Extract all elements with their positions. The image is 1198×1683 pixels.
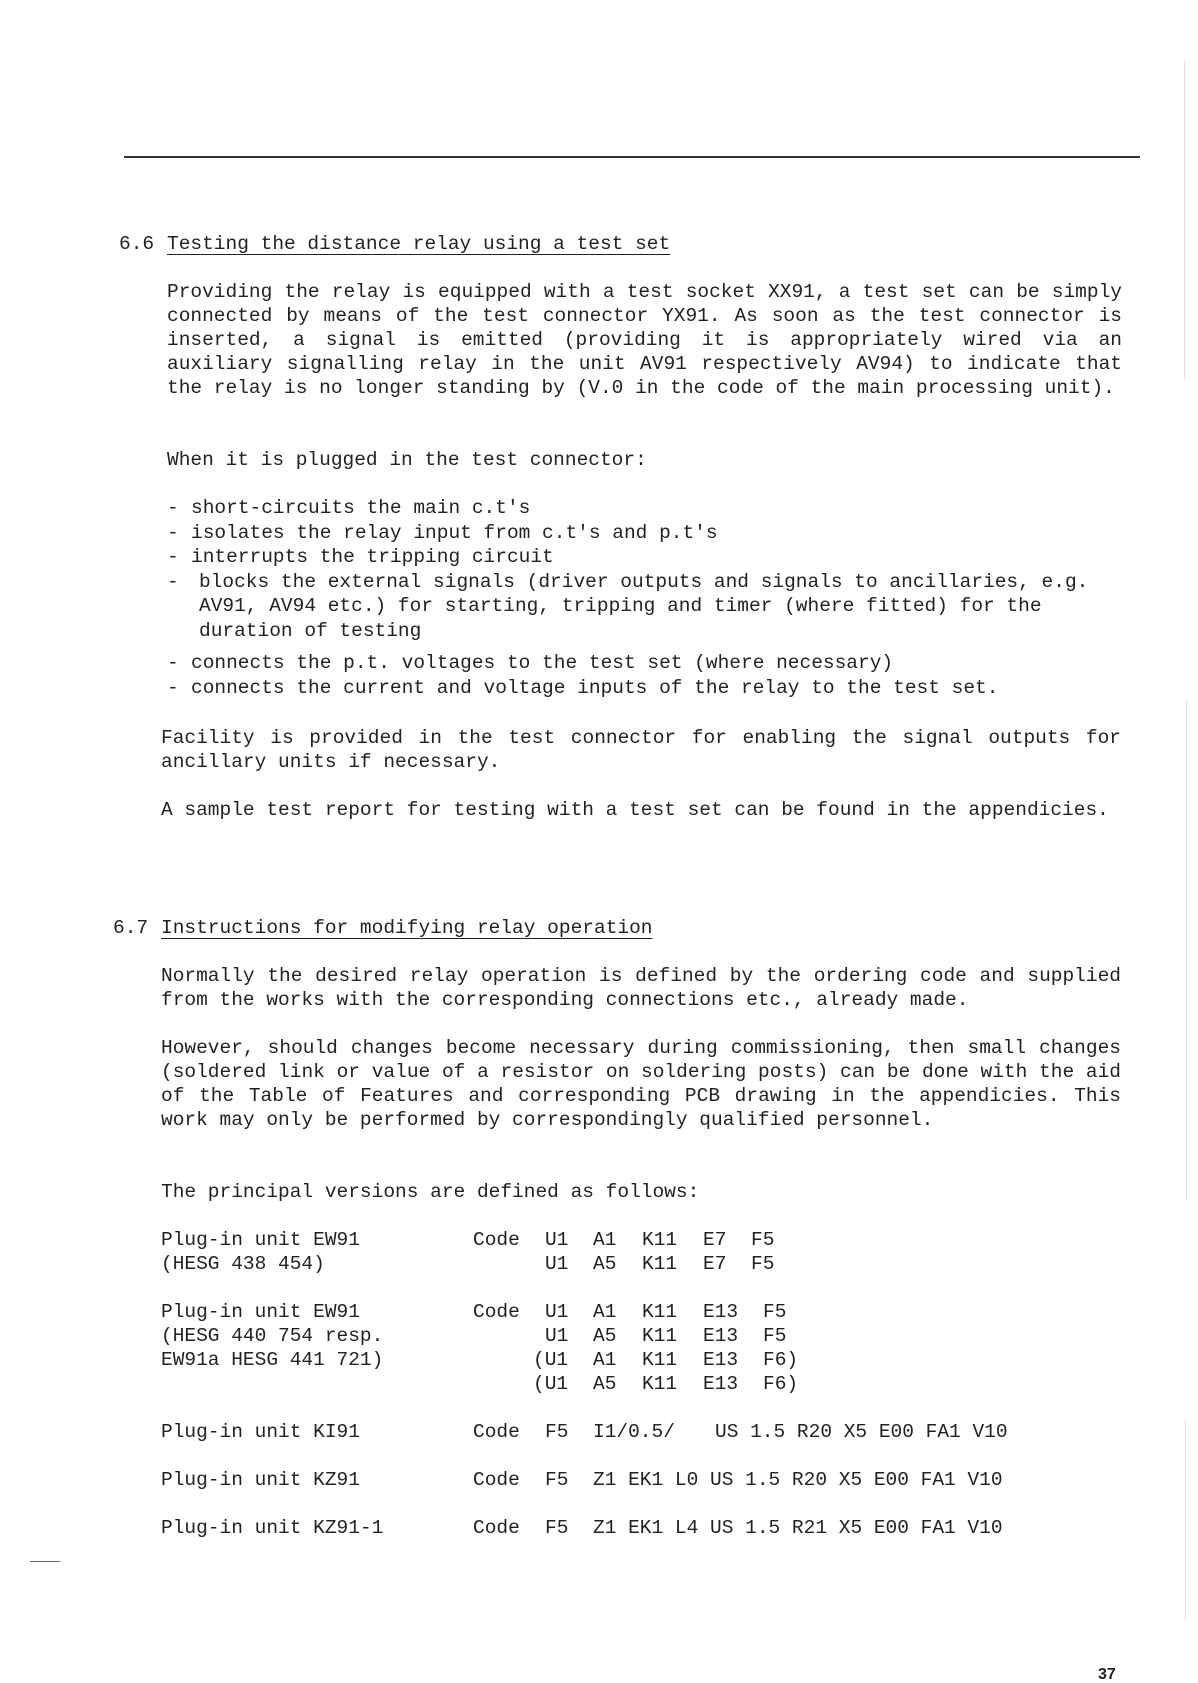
code-value: F5 <box>751 1229 775 1251</box>
version-label: (HESG 440 754 resp. <box>161 1325 384 1347</box>
code-value: F5 <box>763 1325 787 1347</box>
code-value: K11 <box>642 1301 678 1323</box>
code-value: A5 <box>593 1325 617 1347</box>
code-value: E7 <box>703 1229 727 1251</box>
paragraph-principal-versions: The principal versions are defined as follows: <box>161 1181 700 1203</box>
code-value: Z1 EK1 L4 US 1.5 R21 X5 E00 FA1 V10 <box>593 1517 1003 1539</box>
code-value: U1 <box>545 1229 569 1251</box>
code-value: K11 <box>642 1373 678 1395</box>
code-label: Code <box>473 1469 520 1491</box>
code-value: F5 <box>545 1517 569 1539</box>
code-value: I1/0.5/ <box>593 1421 675 1443</box>
version-label: (HESG 438 454) <box>161 1253 325 1275</box>
paragraph-test-socket: Providing the relay is equipped with a test socket XX91, a test set can be simply connected by means of the test connector YX91. As soon as the test connector is inserted, a signal is emitted (providing it is appropriately wired via an auxiliary signalling relay in the unit AV91 respectively AV94) to indicate that the relay is no longer standing by (V.0 in the code of the main processing unit). <box>167 281 1122 399</box>
code-value: (U1 <box>533 1349 569 1371</box>
code-value: F6) <box>763 1373 799 1395</box>
list-item: - blocks the external signals (driver outputs and signals to ancillaries, e.g. AV91, AV94 etc.) for starting, tripping and timer (where fitted) for the duration of testing <box>167 570 1089 644</box>
version-label: Plug-in unit EW91 <box>161 1301 360 1323</box>
paragraph-sample-report: A sample test report for testing with a test set can be found in the appendicies. <box>161 799 1109 821</box>
code-value: Z1 EK1 L0 US 1.5 R20 X5 E00 FA1 V10 <box>593 1469 1003 1491</box>
code-value: F5 <box>751 1253 775 1275</box>
list-item: - connects the current and voltage inputs of the relay to the test set. <box>167 676 1122 701</box>
margin-mark <box>30 1561 60 1562</box>
code-value: A1 <box>593 1229 617 1251</box>
code-value: E13 <box>703 1373 739 1395</box>
code-value: E7 <box>703 1253 727 1275</box>
code-value: A1 <box>593 1349 617 1371</box>
code-value: K11 <box>642 1325 678 1347</box>
code-label: Code <box>473 1301 520 1323</box>
code-label: Code <box>473 1517 520 1539</box>
code-value: US 1.5 R20 X5 E00 FA1 V10 <box>715 1421 1008 1443</box>
scan-edge-mark <box>1184 60 1185 380</box>
code-value: K11 <box>642 1229 678 1251</box>
code-value: A5 <box>593 1373 617 1395</box>
code-value: F5 <box>763 1301 787 1323</box>
code-value: U1 <box>545 1253 569 1275</box>
paragraph-normal-operation: Normally the desired relay operation is defined by the ordering code and supplied from the works with the corresponding connections etc., already made. <box>161 965 1121 1011</box>
section-heading-6-6 <box>119 232 670 256</box>
code-value: E13 <box>703 1301 739 1323</box>
code-value: (U1 <box>533 1373 569 1395</box>
version-label: Plug-in unit KI91 <box>161 1421 360 1443</box>
code-value: U1 <box>545 1325 569 1347</box>
page-number: 37 <box>1098 1666 1116 1683</box>
section-title: Testing the distance relay using a test set <box>167 233 671 255</box>
list-item: - connects the p.t. voltages to the test set (where necessary) <box>167 651 1122 676</box>
section-number: 6.7 <box>113 917 149 939</box>
list-item: - isolates the relay input from c.t's and p.t's <box>167 521 1122 546</box>
code-value: A1 <box>593 1301 617 1323</box>
version-label: Plug-in unit KZ91-1 <box>161 1517 384 1539</box>
test-connector-effects-list <box>167 496 1122 700</box>
code-value: F6) <box>763 1349 799 1371</box>
code-value: K11 <box>642 1253 678 1275</box>
code-value: F5 <box>545 1469 569 1491</box>
code-label: Code <box>473 1421 520 1443</box>
code-value: A5 <box>593 1253 617 1275</box>
version-label: Plug-in unit KZ91 <box>161 1469 360 1491</box>
scan-edge-mark <box>1186 700 1187 1200</box>
version-label: EW91a HESG 441 721) <box>161 1349 384 1371</box>
code-value: F5 <box>545 1421 569 1443</box>
scan-edge-mark <box>1185 1420 1186 1620</box>
code-value: E13 <box>703 1349 739 1371</box>
code-value: K11 <box>642 1349 678 1371</box>
section-title: Instructions for modifying relay operation <box>161 917 653 939</box>
list-item: - short-circuits the main c.t's <box>167 496 1122 521</box>
code-value: U1 <box>545 1301 569 1323</box>
section-number: 6.6 <box>119 233 155 255</box>
header-rule <box>124 156 1140 158</box>
list-item: - interrupts the tripping circuit <box>167 545 1122 570</box>
version-label: Plug-in unit EW91 <box>161 1229 360 1251</box>
code-value: E13 <box>703 1325 739 1347</box>
code-label: Code <box>473 1229 520 1251</box>
section-heading-6-7 <box>113 916 652 940</box>
paragraph-changes: However, should changes become necessary during commissioning, then small changes (soldered link or value of a resistor on soldering posts) can be done with the aid of the Table of Features and corresponding PCB drawing in the appendicies. This work may only be performed by correspondingly qualified personnel. <box>161 1037 1121 1131</box>
paragraph-plugged-in: When it is plugged in the test connector: <box>167 449 647 471</box>
paragraph-facility: Facility is provided in the test connector for enabling the signal outputs for ancillary units if necessary. <box>161 727 1121 773</box>
